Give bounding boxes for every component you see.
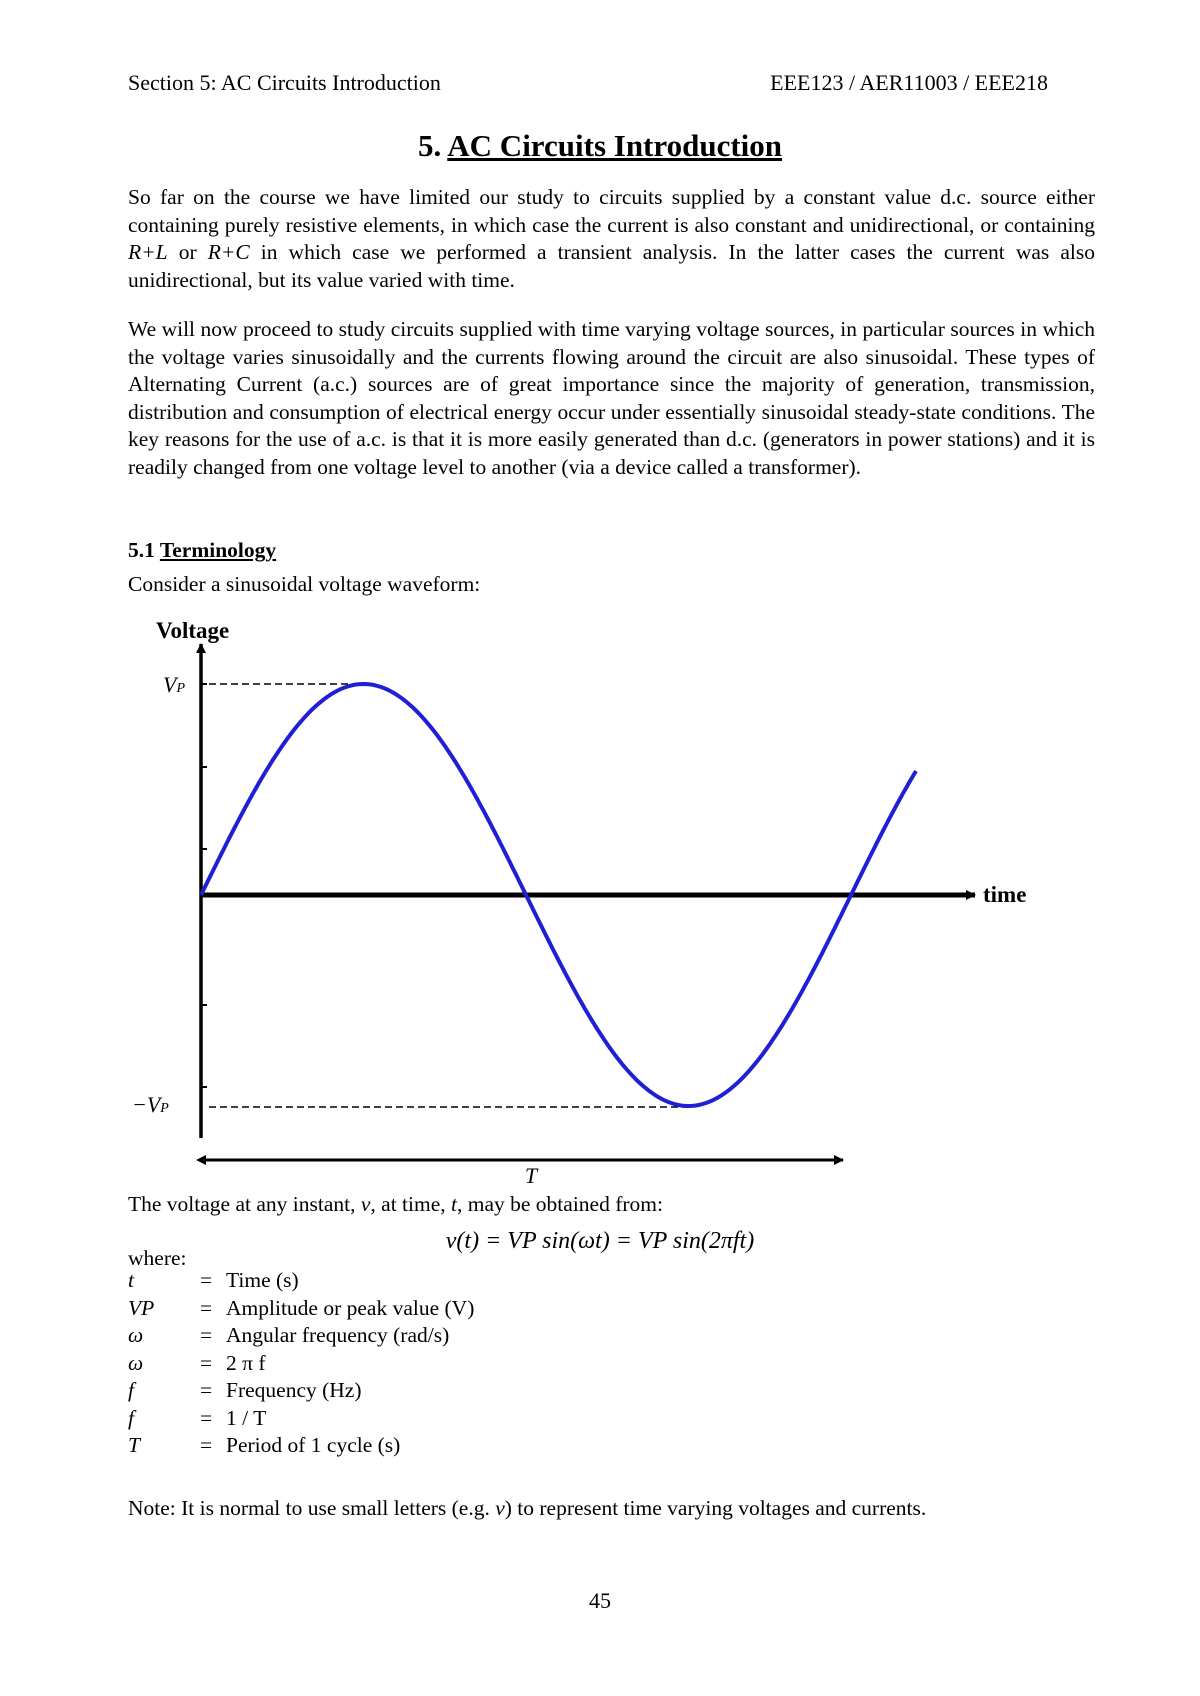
vp-tick-label: VP bbox=[163, 672, 186, 697]
definition-text: Time (s) bbox=[226, 1268, 299, 1292]
section-title: Terminology bbox=[159, 538, 277, 562]
definition-text: Amplitude or peak value (V) bbox=[226, 1295, 475, 1320]
definition-text: 1 / T bbox=[226, 1405, 267, 1430]
vp-subscript: P bbox=[176, 681, 186, 696]
section-number: 5.1 bbox=[128, 538, 155, 562]
definition-equals: = bbox=[200, 1350, 213, 1375]
definition-text: 2 π f bbox=[226, 1350, 266, 1375]
neg-vp-tick-label: −VP bbox=[132, 1092, 169, 1117]
period-label: T bbox=[524, 1163, 538, 1188]
para1-text-b: in which case we performed a transient analysis. In the latter cases the current was also unidirectional, but its value varied with time. bbox=[128, 240, 1095, 292]
intro-paragraph bbox=[128, 184, 1095, 294]
instant-c: , may be obtained from: bbox=[457, 1192, 663, 1216]
definition-equals: = bbox=[200, 1295, 213, 1320]
x-axis-label: time bbox=[983, 882, 1027, 907]
definition-symbol: f bbox=[128, 1378, 134, 1402]
note-v: v bbox=[495, 1496, 505, 1520]
definition-text: Angular frequency (rad/s) bbox=[226, 1323, 450, 1347]
header-left: Section 5: AC Circuits Introduction bbox=[128, 70, 441, 95]
neg-vp-subscript: P bbox=[160, 1101, 169, 1116]
note-a: Note: It is normal to use small letters (e.g. bbox=[128, 1496, 496, 1520]
definition-equals: = bbox=[200, 1405, 213, 1430]
title-text: AC Circuits Introduction bbox=[447, 128, 782, 163]
definition-text: Frequency (Hz) bbox=[226, 1378, 362, 1402]
instant-a: The voltage at any instant, bbox=[128, 1192, 361, 1216]
header-right: EEE123 / AER11003 / EEE218 bbox=[770, 70, 1048, 95]
note-text bbox=[128, 1496, 926, 1521]
instant-text bbox=[128, 1192, 663, 1217]
section-heading bbox=[128, 538, 276, 563]
definition-text: Period of 1 cycle (s) bbox=[226, 1433, 401, 1457]
note-b: ) to represent time varying voltages and currents. bbox=[504, 1496, 927, 1520]
definition-symbol: VP bbox=[128, 1295, 155, 1320]
para1-text-a: So far on the course we have limited our study to circuits supplied by a constant value d.c. source either containing purely resistive elements, in which case the current is also constant and unidirectional, or containing bbox=[128, 185, 1095, 237]
definition-symbol: ω bbox=[128, 1323, 144, 1347]
definition-symbol: ω bbox=[128, 1350, 144, 1375]
definition-symbol: f bbox=[128, 1405, 134, 1430]
definition-equals: = bbox=[200, 1433, 213, 1457]
para1-rl: R+L bbox=[128, 240, 168, 265]
instant-t: t bbox=[451, 1192, 457, 1216]
page-title bbox=[0, 128, 1200, 164]
para1-rc: R+C bbox=[207, 240, 250, 265]
definition-symbol: t bbox=[128, 1268, 134, 1292]
where-label: where: bbox=[128, 1246, 187, 1270]
consider-text: Consider a sinusoidal voltage waveform: bbox=[128, 572, 481, 596]
title-number: 5. bbox=[417, 128, 442, 163]
para1-or: or bbox=[167, 240, 208, 265]
instant-b: , at time, bbox=[370, 1192, 452, 1216]
definition-equals: = bbox=[200, 1323, 213, 1347]
ac-paragraph: We will now proceed to study circuits supplied with time varying voltage sources, in particular sources in which the voltage varies sinusoidally and the currents flowing around the circuit are also sinusoidal. These types of Alternating Current (a.c.) sources are of great importance since the majority of generation, transmission, distribution and consumption of electrical energy occur under essentially sinusoidal steady-state conditions. The key reasons for the use of a.c. is that it is more easily generated than d.c. (generators in power stations) and it is readily changed from one voltage level to another (via a device called a transformer). bbox=[128, 317, 1095, 479]
definition-equals: = bbox=[200, 1378, 213, 1402]
voltage-formula: v(t) = VP sin(ωt) = VP sin(2πft) bbox=[445, 1228, 755, 1254]
instant-v: v bbox=[360, 1192, 371, 1216]
sine-waveform-chart bbox=[0, 600, 1200, 1200]
definition-equals: = bbox=[200, 1268, 213, 1292]
y-axis-label: Voltage bbox=[156, 618, 230, 643]
definition-symbol: T bbox=[128, 1433, 140, 1457]
page-number: 45 bbox=[589, 1588, 611, 1613]
